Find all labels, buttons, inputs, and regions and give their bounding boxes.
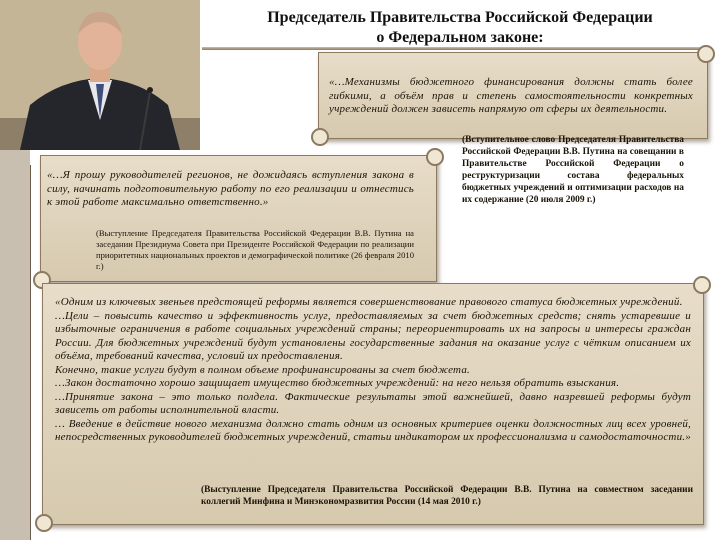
page-title bbox=[200, 8, 720, 48]
quote-bottom-text bbox=[55, 296, 691, 445]
quote-left-text: «…Я прошу руководителей регионов, не дожидаясь вступления закона в силу, начинать подготовительную работу по его реализации и отнестись к этой работе максимально ответственно.» bbox=[47, 169, 414, 208]
quote-top-text: «…Механизмы бюджетного финансирования должны стать более гибкими, а объём прав и степень самостоятельности конкретных учреждений должен зависеть напрямую от сферы их деятельности. bbox=[329, 76, 693, 115]
left-divider-line bbox=[30, 165, 31, 540]
speaker-photo bbox=[0, 0, 200, 150]
quote-bottom-source: (Выступление Председателя Правительства Российской Федерации В.В. Путина на совместном заседании коллегий Минфина и Минэкономразвития России (14 мая 2010 г.) bbox=[201, 485, 693, 507]
title-line-2: о Федеральном законе: bbox=[376, 29, 544, 46]
quote-bottom-paragraph: …Закон достаточно хорошо защищает имущество бюджетных учреждений: на него нельзя обратить взыскания. bbox=[55, 377, 620, 389]
quote-bottom-paragraph: «Одним из ключевых звеньев предстоящей реформы является совершенствование правового статуса бюджетных учреждений. bbox=[55, 296, 683, 308]
quote-bottom-paragraph: … Введение в действие нового механизма должно стать одним из основных критериев оценки должностных лиц всех уровней, непосредственных руководителей бюджетных учреждений, статьи индикатором их профессионализма и самодостаточности.» bbox=[55, 417, 691, 443]
quote-scroll-bottom bbox=[42, 283, 704, 525]
quote-bottom-paragraph: Конечно, такие услуги будут в полном объеме профинансированы за счет бюджета. bbox=[55, 363, 470, 376]
quote-bottom-paragraph: …Цели – повысить качество и эффективность услуг, предоставляемых за счет бюджетных средств; снять устаревшие и избыточные ограничения в работе социальных учреждений страны; переориентировать их на запросы и интересы граждан России. Для бюджетных учреждений будут установлены государственные задания на оказание услуг с чётким описанием их объёма, требований качества, условий их предоставления. bbox=[55, 309, 691, 362]
quote-scroll-top bbox=[318, 52, 708, 139]
quote-left-source: (Выступление Председателя Правительства Российской Федерации В.В. Путина на заседании Президиума Совета при Президенте Российской Федерации по реализации приоритетных национальных проектов и демографической политике (26 февраля 2010 г.) bbox=[96, 228, 414, 271]
quote-top-source: (Вступительное слово Председателя Правительства Российской Федерации В.В. Путина на совещании в Правительстве Российской Федерации о реструктуризации состава федеральных бюджетных учреждений и оптимизации расходов на их содержание (20 июля 2009 г.) bbox=[462, 135, 684, 205]
title-line-1: Председатель Правительства Российской Федерации bbox=[267, 9, 653, 26]
quote-scroll-left bbox=[40, 155, 437, 282]
quote-bottom-paragraph: …Принятие закона – это только полдела. Фактические результаты этой важнейшей, давно назревшей реформы будут зависеть от работы исполнительной власти. bbox=[55, 390, 691, 416]
title-divider bbox=[202, 47, 712, 50]
